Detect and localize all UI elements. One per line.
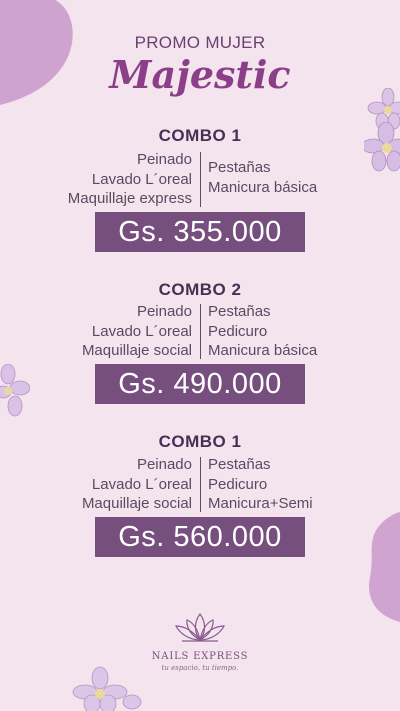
promo-label: PROMO MUJER [134, 33, 266, 52]
combo-services-left [82, 455, 192, 514]
flower-icon [364, 122, 400, 172]
service-item: Maquillaje social [81, 342, 192, 359]
combo-title: COMBO 2 [158, 280, 242, 299]
service-item: Pedicuro [208, 322, 268, 340]
flower-icon [70, 666, 150, 711]
flower-icon [0, 364, 30, 418]
combo-services-left [82, 302, 192, 361]
combo-title: COMBO 1 [158, 126, 242, 145]
lotus-icon [170, 610, 230, 644]
combo-services-right [208, 158, 317, 197]
service-item: Manicura básica [208, 342, 318, 359]
divider [200, 457, 201, 512]
combo-services-right [208, 455, 313, 514]
decorative-blob-right [360, 512, 400, 622]
service-item: Peinado [136, 303, 192, 320]
brand-tagline: tu espacio, tu tiempo. [161, 664, 239, 672]
combo-items [0, 455, 400, 513]
service-item: Maquillaje express [67, 190, 192, 207]
service-item: Lavado L´oreal [91, 322, 192, 340]
service-item: Maquillaje social [81, 495, 192, 512]
divider [200, 304, 201, 359]
page-title: Majestic [109, 52, 291, 97]
divider [200, 152, 201, 207]
service-item: Peinado [136, 151, 192, 168]
service-item: Peinado [136, 456, 192, 473]
combo-services-right [208, 302, 317, 361]
service-item: Pestañas [208, 456, 271, 473]
combo-services-left [68, 150, 192, 209]
service-item: Manicura básica [208, 178, 318, 196]
service-item: Pestañas [208, 303, 271, 320]
price-box: Gs. 560.000 [95, 517, 305, 557]
brand-logo [150, 610, 250, 672]
service-item: Lavado L´oreal [91, 170, 192, 188]
service-item: Pestañas [208, 159, 271, 176]
combo-items [0, 302, 400, 360]
service-item: Lavado L´oreal [91, 475, 192, 493]
brand-name: NAILS EXPRESS [151, 651, 249, 662]
service-item: Pedicuro [208, 475, 268, 493]
price-box: Gs. 490.000 [95, 364, 305, 404]
combo-items [0, 150, 400, 208]
combo-title: COMBO 1 [158, 432, 242, 451]
service-item: Manicura+Semi [208, 495, 313, 512]
price-box: Gs. 355.000 [95, 212, 305, 252]
